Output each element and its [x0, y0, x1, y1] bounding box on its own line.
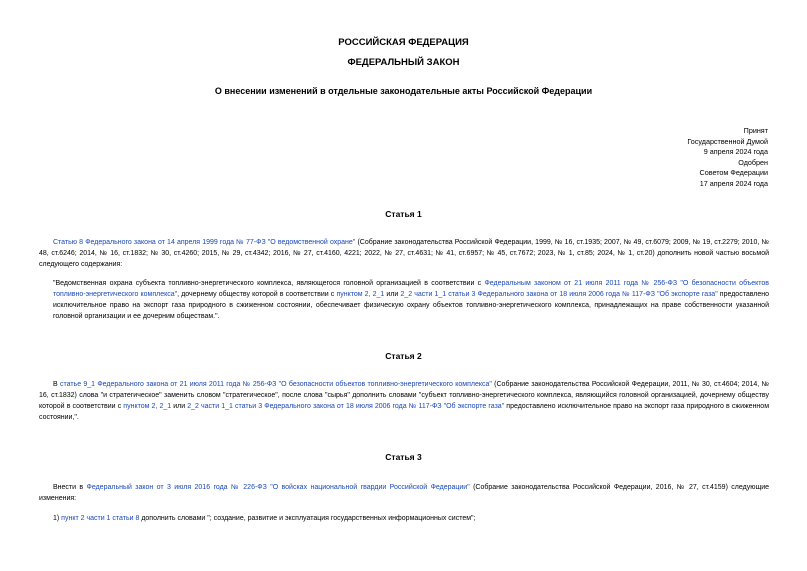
- article-1-paragraph: [39, 237, 769, 270]
- law-117-fz-link[interactable]: 2_2 части 1_1 статьи 3 Федерального закона от 18 июля 2006 года № 117-ФЗ "Об экспорте газа": [187, 403, 505, 410]
- adoption-line: Государственной Думой: [687, 136, 768, 146]
- list-number: 1): [53, 515, 62, 522]
- paragraph-text: (Собрание законодательства Российской Федерации, 2016, № 27, ст.4159) следующие изменения:: [39, 484, 770, 502]
- quote-text: "Ведомственная охрана субъекта топливно-энергетического комплекса, являющегося головной организацией в соответствии с: [53, 280, 485, 287]
- adoption-line: 17 апреля 2024 года: [699, 178, 768, 188]
- article-3-heading: Статья 3: [385, 452, 422, 462]
- quote-text: или: [384, 291, 401, 298]
- adoption-line: 9 апреля 2024 года: [703, 147, 768, 157]
- point-2-link[interactable]: пунктом 2, 2_1: [336, 291, 385, 298]
- paragraph-text: Внести в: [53, 484, 87, 491]
- paragraph-text: или: [171, 403, 188, 410]
- quote-text: , дочернему обществу которой в соответствии с: [177, 291, 337, 298]
- point-2-part-1-article-8-link[interactable]: пункт 2 части 1 статьи 8: [61, 515, 140, 522]
- article-3-item-1: [39, 513, 769, 524]
- adoption-line: Принят: [743, 126, 768, 135]
- law-226-fz-link[interactable]: Федеральный закон от 3 июля 2016 года № 226-ФЗ "О войсках национальной гвардии Российской Федерации": [86, 484, 470, 491]
- article-2-heading: Статья 2: [385, 351, 422, 361]
- law-77-fz-link[interactable]: Статью 8 Федерального закона от 14 апреля 1999 года № 77-ФЗ "О ведомственной охране": [53, 239, 356, 246]
- paragraph-text: (Собрание законодательства Российской Федерации, 2011, № 30, ст.4604; 2014, № 16, ст.1832) слова "и стратегическое" заменить словом "стратегическое", после слова "сырья" дополнить словами "субъект топливно-энергетического комплекса, являющийся головной организацией, дочернему обществу которой в соответствии с: [39, 381, 769, 410]
- document-title: О внесении изменений в отдельные законодательные акты Российской Федерации: [214, 86, 593, 96]
- law-117-fz-link[interactable]: 2_2 части 1_1 статьи 3 Федерального закона от 18 июля 2006 года № 117-ФЗ "Об экспорте газа": [400, 291, 718, 298]
- article-3-paragraph: [39, 482, 769, 504]
- paragraph-text: В: [53, 381, 60, 388]
- adoption-line: Одобрен: [738, 157, 768, 167]
- paragraph-text: дополнить словами "; создание, развитие и эксплуатация государственных информационных систем";: [139, 515, 476, 522]
- paragraph-text: (Собрание законодательства Российской Федерации, 1999, № 16, ст.1935; 2007, № 49, ст.6079; 2009, № 19, ст.2279; 2010, № 48, ст.6246; 2014, № 16, ст.1832; № 30, ст.4260; 2015, № 29, ст.4342; 2016, № 27, ст.4160, 4221; 2022, № 27, ст.4631; № 41, ст.6957; № 45, ст.7672; 2023, № 1, ст.85; 2024, № 1, ст.20) дополнить новой частью восьмой следующего содержания:: [39, 239, 769, 268]
- adoption-line: Советом Федерации: [699, 168, 768, 178]
- article-9-1-link[interactable]: статье 9_1 Федерального закона от 21 июля 2011 года № 256-ФЗ "О безопасности объектов топливно-энергетического комплекса": [59, 381, 492, 388]
- adoption-block: [687, 126, 768, 190]
- article-1-quote: [53, 278, 769, 322]
- doc-type-heading: ФЕДЕРАЛЬНЫЙ ЗАКОН: [347, 57, 460, 68]
- article-1-heading: Статья 1: [385, 209, 422, 219]
- article-2-paragraph: [39, 379, 769, 423]
- quote-text: предоставлено исключительное право на экспорт газа природного в сжиженном состоянии, обеспечивает физическую охрану объектов топливно-энергетического комплекса, принадлежащих на праве собственности указанной головной организации и ее дочерним обществам.".: [53, 291, 770, 320]
- point-2-link[interactable]: пунктом 2, 2_1: [123, 403, 172, 410]
- country-heading: РОССИЙСКАЯ ФЕДЕРАЦИЯ: [338, 37, 469, 48]
- law-256-fz-link[interactable]: Федеральным законом от 21 июля 2011 года № 256-ФЗ "О безопасности объектов топливно-энергетического комплекса": [53, 280, 769, 298]
- paragraph-text: предоставлено исключительное право на экспорт газа природного в сжиженном состоянии,".: [39, 403, 770, 421]
